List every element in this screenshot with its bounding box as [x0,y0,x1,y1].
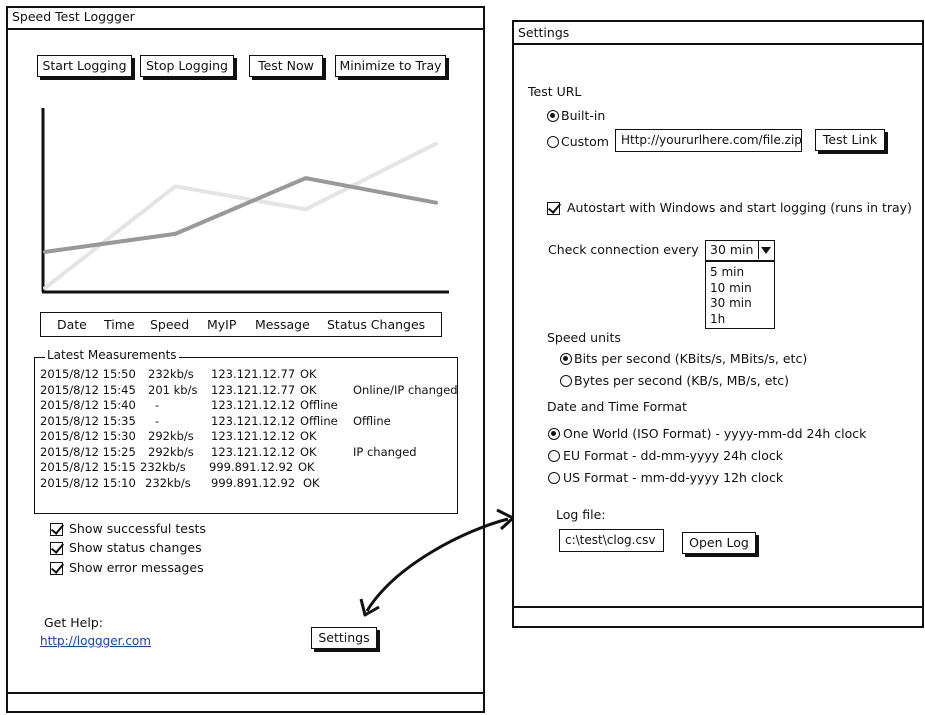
column-date[interactable]: Date [57,317,87,332]
log-file-input[interactable]: c:\test\clog.csv [559,529,664,552]
autostart-checkbox[interactable] [547,202,560,215]
test-url-label: Test URL [528,84,582,99]
show-errors-checkbox[interactable] [50,562,63,575]
date-eu-label: EU Format - dd-mm-yyyy 24h clock [563,448,784,463]
speed-bytes-radio[interactable] [560,375,572,387]
settings-title-divider [514,43,922,45]
column-myip[interactable]: MyIP [207,317,237,332]
speed-bits-radio[interactable] [560,353,572,365]
settings-button[interactable]: Settings [311,627,377,649]
show-successful-label: Show successful tests [69,521,206,536]
show-status-label: Show status changes [69,540,202,555]
custom-label: Custom [561,134,609,149]
check-every-value: 30 min [710,242,754,257]
help-link[interactable]: http://loggger.com [40,634,151,648]
check-every-label: Check connection every [548,242,699,257]
start-logging-button[interactable]: Start Logging [37,55,132,77]
column-time[interactable]: Time [104,317,135,332]
check-every-options [705,261,775,329]
autostart-label: Autostart with Windows and start logging (runs in tray) [567,200,912,215]
open-log-button[interactable]: Open Log [682,532,756,554]
builtin-label: Built-in [561,108,606,123]
show-successful-checkbox[interactable] [50,523,63,536]
test-link-button[interactable]: Test Link [815,129,885,151]
option-10-min[interactable]: 10 min [710,280,752,295]
speed-bits-label: Bits per second (KBits/s, MBits/s, etc) [574,351,808,366]
column-status-changes[interactable]: Status Changes [327,317,426,332]
minimize-to-tray-button[interactable]: Minimize to Tray [335,55,446,77]
main-window-title: Speed Test Loggger [12,9,135,24]
custom-url-input[interactable]: Http://yoururlhere.com/file.zip [615,129,802,152]
chart-series-line-2 [45,144,436,288]
speed-chart [36,104,456,300]
settings-status-divider [514,606,922,608]
measurements-legend: Latest Measurements [47,348,177,362]
title-bar-divider [8,28,483,30]
dropdown-arrow-icon[interactable] [758,241,774,259]
date-iso-label: One World (ISO Format) - yyyy-mm-dd 24h clock [563,426,867,441]
date-iso-radio[interactable] [548,428,560,440]
date-eu-radio[interactable] [548,450,560,462]
column-speed[interactable]: Speed [150,317,190,332]
custom-radio[interactable] [547,136,559,148]
builtin-radio[interactable] [547,110,559,122]
column-message[interactable]: Message [255,317,310,332]
stop-logging-button[interactable]: Stop Logging [140,55,234,77]
date-us-radio[interactable] [548,472,560,484]
speed-units-label: Speed units [547,330,621,345]
show-status-checkbox[interactable] [50,542,63,555]
option-30-min[interactable]: 30 min [710,296,752,310]
settings-window-title: Settings [518,25,570,40]
option-1h[interactable]: 1h [710,311,726,326]
test-now-button[interactable]: Test Now [249,55,323,77]
option-5-min[interactable]: 5 min [710,265,745,279]
navigation-arrow [355,505,525,625]
date-us-label: US Format - mm-dd-yyyy 12h clock [563,470,784,485]
check-every-select[interactable] [705,240,775,261]
show-errors-label: Show error messages [69,560,204,575]
date-format-label: Date and Time Format [547,399,687,414]
speed-bytes-label: Bytes per second (KB/s, MB/s, etc) [574,373,790,388]
column-header-bar [40,312,442,337]
log-file-label: Log file: [556,507,606,522]
get-help-label: Get Help: [44,615,103,630]
status-bar-divider [8,692,483,694]
